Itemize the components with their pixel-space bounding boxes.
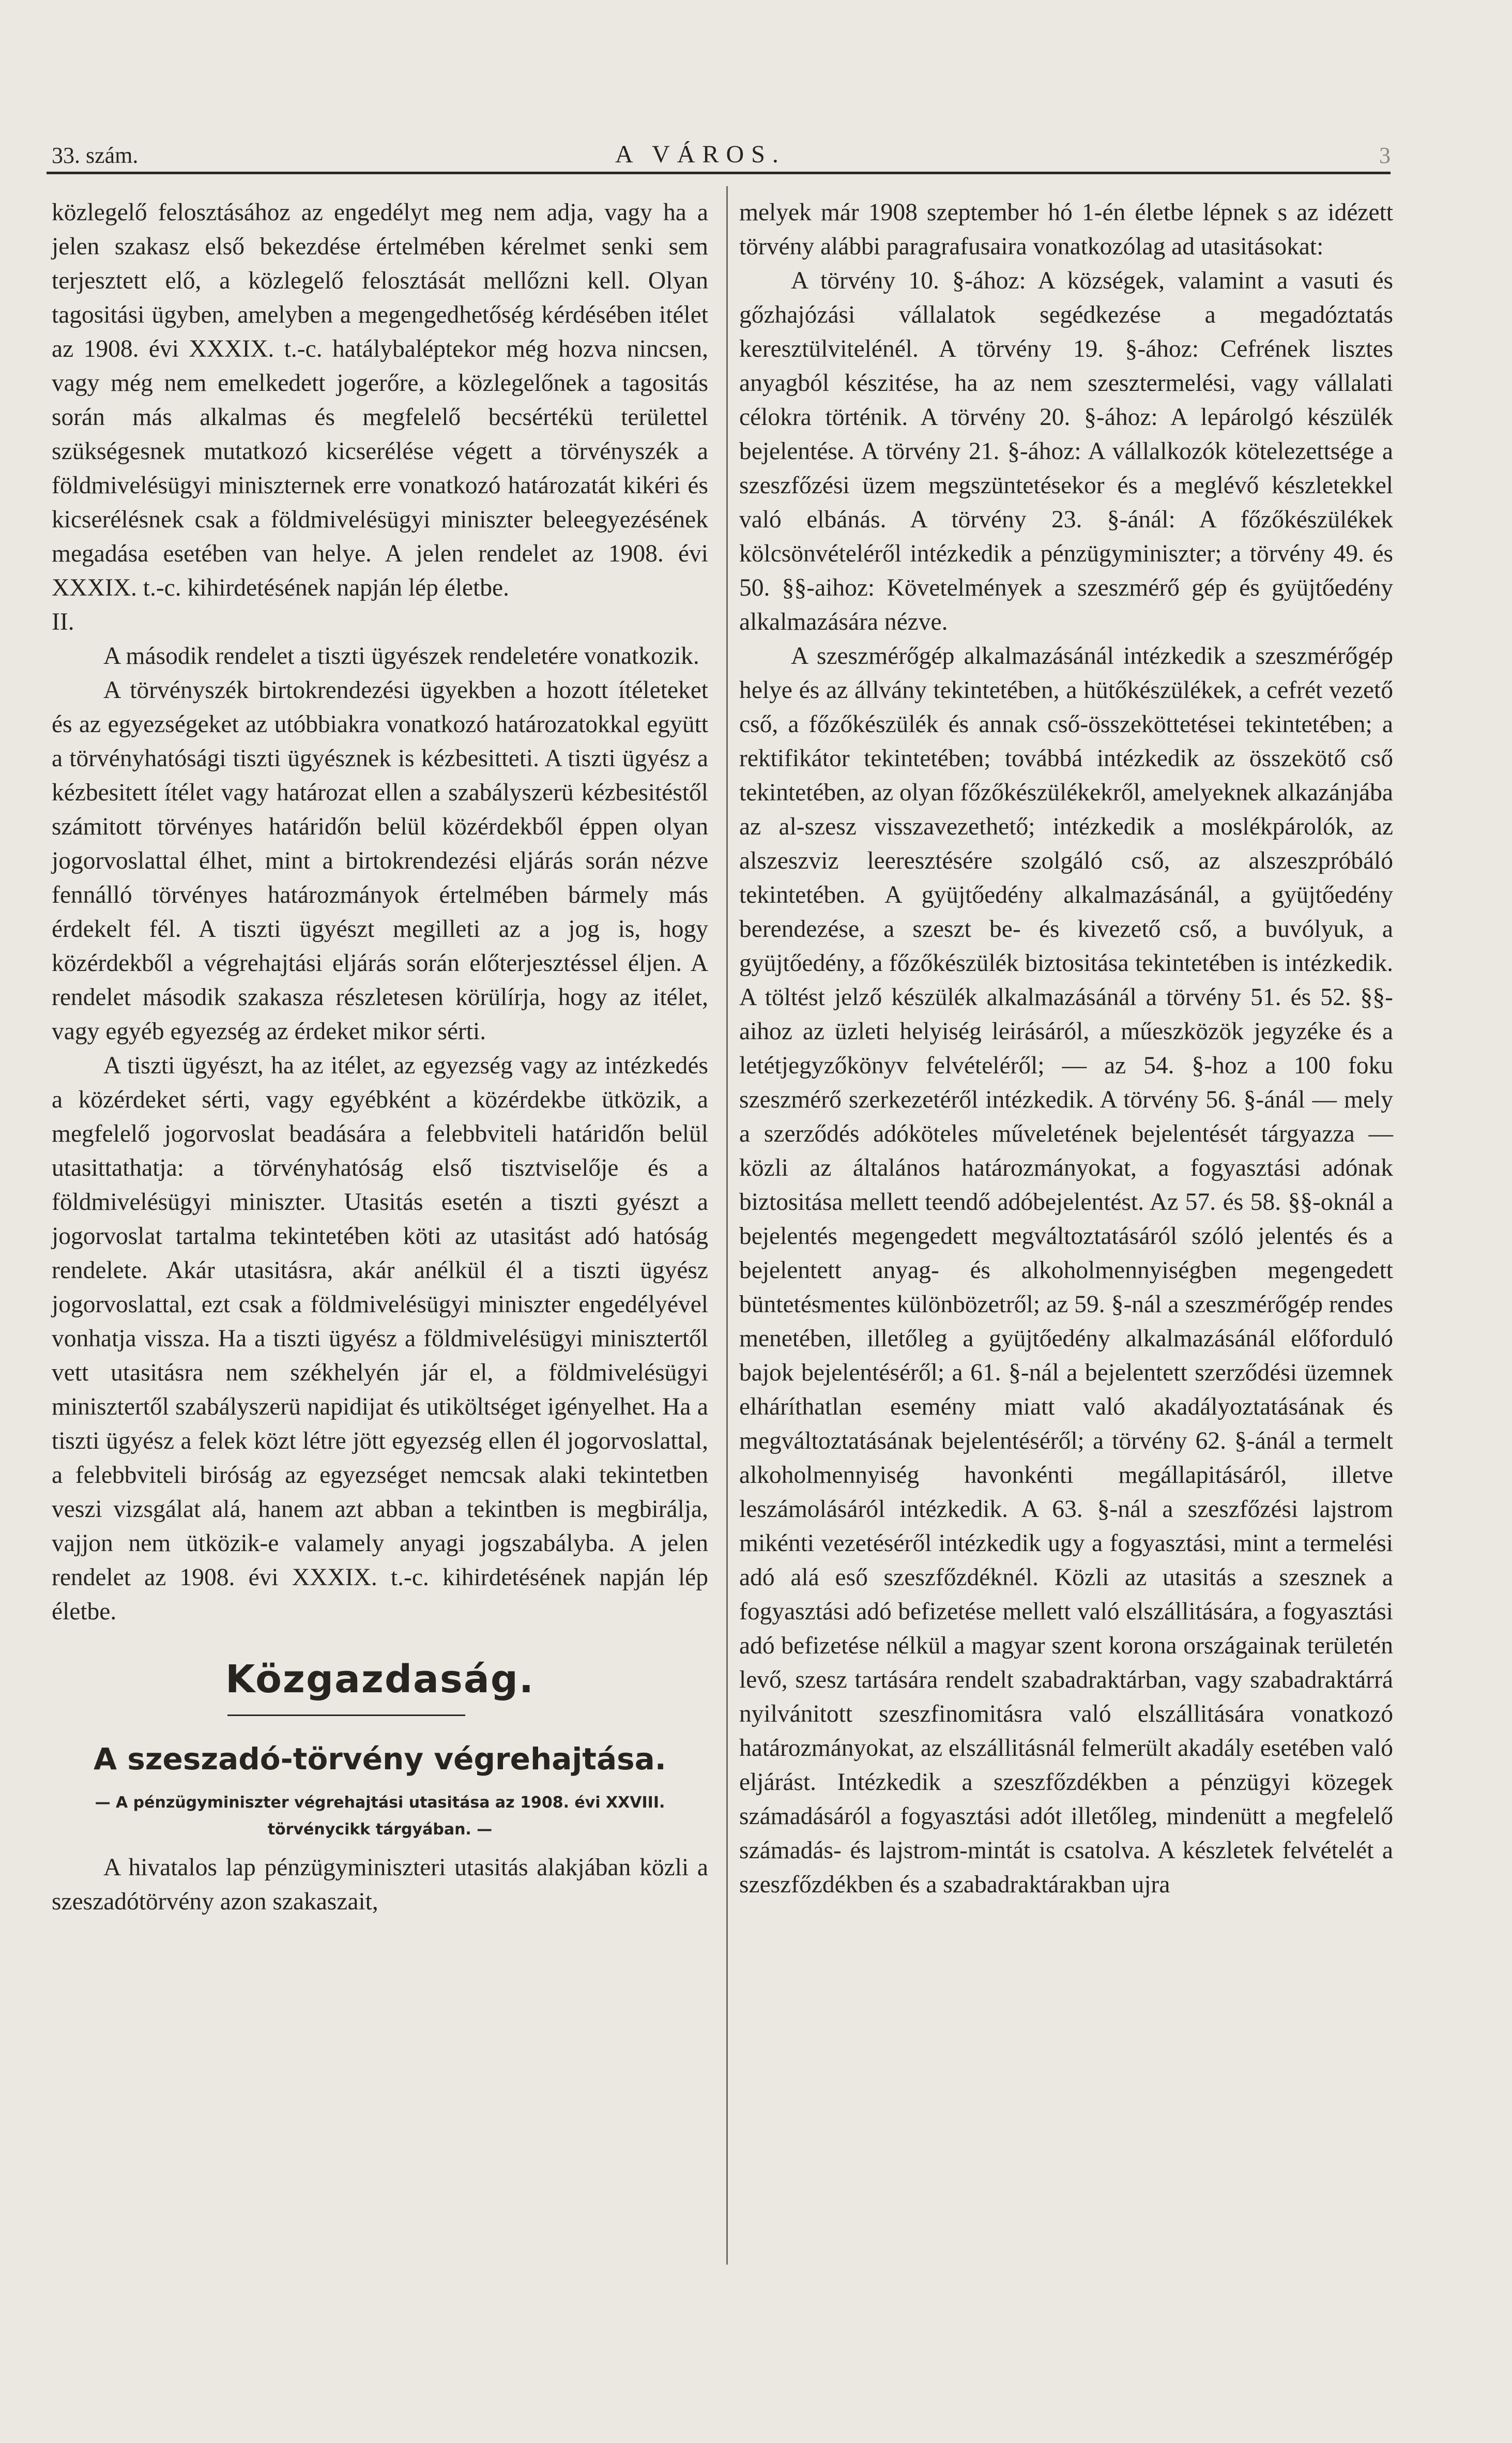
article-subtitle: — A pénzügyminiszter végrehajtási utasitása az 1908. évi XXVIII. törvénycikk tárgyában. — — [95, 1794, 665, 1839]
issue-number: 33. szám. — [52, 143, 139, 168]
paragraph: A tiszti ügyészt, ha az itélet, az egyezség vagy az intézkedés a közérdeket sérti, vagy egyébként a közérdekbe ütközik, a megfelelő jogorvoslat beadására a felebbviteli határidőn belül utasittathatja: a törvényhatóság első tisztviselője és a földmivelésügyi miniszter. Utasitás esetén a tiszti gyészt a jogorvoslat tartalma tekintetében köti az utasitást adó hatóság rendelete. Akár utasitásra, akár anélkül él a tiszti ügyész jogorvoslattal, ezt csak a földmivelésügyi miniszter engedélyével vonhatja vissza. Ha a tiszti ügyész a földmivelésügyi minisztertől vett utasitásra nem székhelyén jár el, a földmivelésügyi minisztertől szabályszerü napidijat és utiköltséget igényelhet. Ha a tiszti ügyész a felek közt létre jött egyezség ellen él jogorvoslattal, a felebbviteli biróság az egyezséget nemcsak alaki tekintetben veszi vizsgálat alá, hanem azt abban a tekintben is megbirálja, vajjon nem ütközik-e valamely anyagi jogszabályba. A jelen rendelet az 1908. évi XXXIX. t.-c. kihirdetésének napján lép életbe. — [52, 1052, 708, 1625]
paragraph: A második rendelet a tiszti ügyészek rendeletére vonatkozik. — [103, 643, 699, 670]
left-column — [52, 195, 708, 1919]
paragraph: A törvény 10. §-ához: A községek, valamint a vasuti és gőzhajózási vállalatok segédkezése a megadóztatás keresztülvitelénél. A törvény 19. §-ához: Cefrének lisztes anyagból készitése, ha az nem szesztermelési, vagy vállalati célokra történik. A törvény 20. §-ához: A lepárolgó készülék bejelentése. A törvény 21. §-ához: A vállalkozók kötelezettsége a szeszfőzési üzem megszüntetésekor és a meglévő készletekkel való elbánás. A törvény 23. §-ánál: A főzőkészülékek kölcsönvételéről intézkedik a pénzügyminiszter; a törvény 49. és 50. §§-aihoz: Követelmények a szeszmérő gép és gyüjtőedény alkalmazására nézve. — [739, 267, 1393, 635]
paragraph: A szeszmérőgép alkalmazásánál intézkedik a szeszmérőgép helye és az állvány tekintetében, a hütőkészülékek, a cefrét vezető cső, a főzőkészülék és annak cső-összeköttetései tekintetében; a rektifikátor tekintetében; továbbá intézkedik az összekötő cső tekintetében, az olyan főzőkészülékekről, amelyeknek alkazánjába az al-szesz visszavezethető; intézkedik a moslékpárolók, az alszeszviz leeresztésére szolgáló cső, az alszeszpróbáló tekintetében. A gyüjtőedény alkalmazásánál, a gyüjtőedény berendezése, a szeszt be- és kivezető cső, a buvólyuk, a gyüjtőedény, a főzőkészülék biztositása tekintetében is intézkedik. A töltést jelző készülék alkalmazásánál a törvény 51. és 52. §§-aihoz az üzleti helyiség leirásáról, a műeszközök jegyzéke és a letétjegyzőkönyv felvételéről; — az 54. §-hoz a 100 foku szeszmérő szerkezetéről intézkedik. A törvény 56. §-ánál — mely a szerződés adóköteles műveletének bejelentését tárgyazza — közli az általános határozmányokat, a fogyasztási adónak biztositása mellett teendő adóbejelentést. Az 57. és 58. §§-oknál a bejelentés megengedett megváltoztatásáról szóló jelentés és a bejelentett anyag- és alkoholmennyiségben megengedett büntetésmentes különbözetről; az 59. §-nál a szeszmérőgép rendes menetében, illetőleg a gyüjtőedény alkalmazásánál előforduló bajok bejelentéséről; a 61. §-nál a bejelentett szerződési üzemnek elháríthatlan esemény miatt való akadályoztatásának és megváltoztatásának bejelentéséről; a törvény 62. §-ánál a termelt alkoholmennyiség havonkénti megállapitásáról, illetve leszámolásáról intézkedik. A 63. §-nál a szeszfőzési lajstrom mikénti vezetéséről intézkedik ugy a fogyasztási, mint a termelési adó alá eső szeszfőzdéknél. Közli az utasitás a szesznek a fogyasztási adó befizetése mellett való elszállitására, a fogyasztási adó befizetése nélkül a magyar szent korona országainak területén levő, szesz tartására rendelt szabadraktárban, vagy szabadraktárrá nyilvánitott szeszfinomitásra való elszállitására vonatkozó határozmányokat, az elszállitásnál felmerült akadály esetében való eljárást. Intézkedik a szeszfőzdékben a pénzügyi közegek számadásáról a fogyasztási adót illetőleg, mindenütt a megfelelő számadás- és lajstrom-mintát is csatolva. A készletek felvételét a szeszfőzdékben és a szabadraktárakban ujra — [739, 643, 1393, 1898]
column-divider — [726, 186, 728, 2265]
roman-numeral-heading: II. — [52, 609, 74, 635]
page-header — [47, 135, 1391, 174]
page-number: 3 — [1379, 143, 1391, 168]
paragraph: közlegelő felosztásához az engedélyt meg nem adja, vagy ha a jelen szakasz első bekezdése értelmében kérelmet senki sem terjesztett elő, a közlegelő felosztását mellőzni kell. Olyan tagositási ügyben, amelyben a megengedhetőség kérdésében itélet az 1908. évi XXXIX. t.-c. hatálybaléptekor még hozva nincsen, vagy még nem emelkedett jogerőre, a közlegelőnek a tagositás során más alkalmas és megfelelő becsértékü területtel szükségesnek mutatkozó kicserélése végett a törvényszék a földmivelésügyi miniszternek erre vonatkozó határozatát kikéri és kicserélésnek csak a földmivelésügyi miniszter beleegyezésének megadása esetében van helye. A jelen rendelet az 1908. évi XXXIX. t.-c. kihirdetésének napján lép életbe. — [52, 199, 708, 601]
paragraph: A hivatalos lap pénzügyminiszteri utasitás alakjában közli a szeszadótörvény azon szakaszait, — [52, 1854, 708, 1915]
paragraph: A törvényszék birtokrendezési ügyekben a hozott ítéleteket és az egyezségeket az utóbbiakra vonatkozó határozatokkal együtt a törvényhatósági tiszti ügyésznek is kézbesitteti. A tiszti ügyész a kézbesitett ítélet vagy határozat ellen a szabályszerü kézbesitéstől számitott törvényes határidőn belül közérdekből éppen olyan jogorvoslattal élhet, mint a birtokrendezési eljárás során nézve fennálló törvényes határozmányok értelmében bármely más érdekelt fél. A tiszti ügyészt megilleti az a jog is, hogy közérdekből a végrehajtási eljárás során előterjesztéssel éljen. A rendelet második szakasza részletesen körülírja, hogy az itélet, vagy egyéb egyezség az érdeket mikor sérti. — [52, 677, 708, 1045]
right-column — [739, 195, 1393, 1902]
section-heading: Közgazdaság. — [225, 1657, 534, 1702]
article-title: A szeszadó-törvény végrehajtása. — [94, 1741, 666, 1777]
publication-title: A VÁROS. — [615, 141, 786, 168]
section-divider — [227, 1714, 465, 1716]
paragraph: melyek már 1908 szeptember hó 1-én életbe lépnek s az idézett törvény alábbi paragrafusaira vonatkozólag ad utasitásokat: — [739, 199, 1393, 260]
